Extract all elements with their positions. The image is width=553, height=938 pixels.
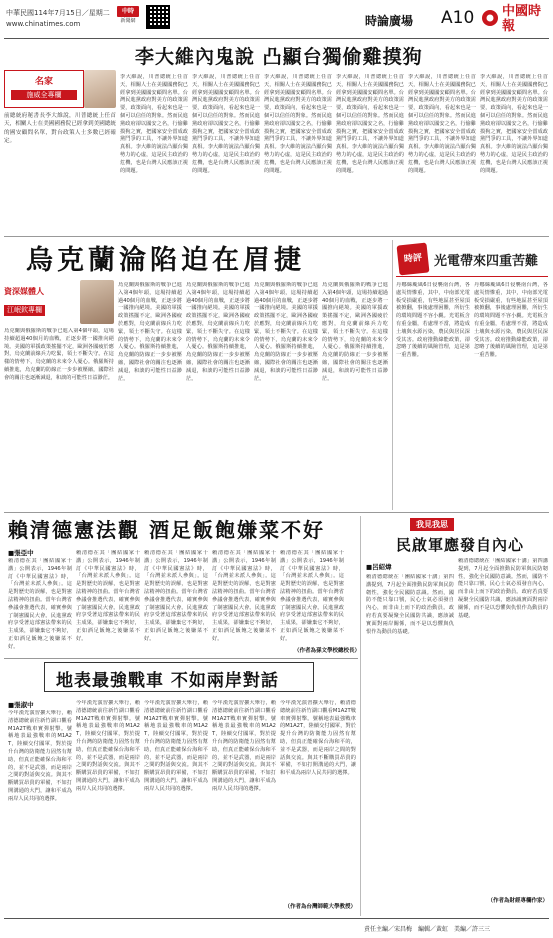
article2-body-col3: 烏克蘭與俄羅斯的戰爭已進入第4個年頭，這場持續超過40個月的血戰，正逐步將一國推向絕境。美國的軍援政策搖擺不定，歐洲各國疲於應對，烏克蘭前線兵力吃緊，領土不斷失守。在這樣的情勢下，烏克蘭的未來令人憂心。俄羅斯持續推進，烏克蘭的防線正一步步被壓縮，國際社會的關注也逐漸減退，和談的可能性日益渺茫。	[186, 282, 250, 382]
article4-body-col3: 今年漢光演習擴大舉行，賴清德總統前往新竹湖口觀看M1A2T戰車實彈射擊。號稱地表最強戰車的M1A2T，陸續交付國軍，對於提升台灣的防衛能力固然有幫助，但真正能確保台海和平的，並不是武器，而是兩岸之間的對話與交流。與其不斷購買昂貴的軍備，不如打開溝通的大門，讓和平成為兩岸人民共同的選擇。	[144, 700, 208, 792]
article3-headline[interactable]: 賴清德憲法觀 酒足飯飽嫌菜不好	[8, 518, 325, 542]
article3-byline: ■張亞中	[8, 549, 34, 557]
article2-body-col2: 烏克蘭與俄羅斯的戰爭已進入第4個年頭，這場持續超過40個月的血戰，正逐步將一國推向絕境。美國的軍援政策搖擺不定，歐洲各國疲於應對，烏克蘭前線兵力吃緊，領土不斷失守。在這樣的情勢下，烏克蘭的未來令人憂心。俄羅斯持續推進，烏克蘭的防線正一步步被壓縮，國際社會的關注也逐漸減退，和談的可能性日益渺茫。	[118, 282, 182, 382]
article2-body-col1: 烏克蘭與俄羅斯的戰爭已進入第4個年頭，這場持續超過40個月的血戰，正逐步將一國推向絕境。美國的軍援政策搖擺不定，歐洲各國疲於應對，烏克蘭前線兵力吃緊，領土不斷失守。在這樣的情勢下，烏克蘭的未來令人憂心。俄羅斯持續推進，烏克蘭的防線正一步步被壓縮，國際社會的關注也逐漸減退，和談的可能性日益渺茫。	[4, 328, 114, 381]
brand-logo	[117, 6, 139, 28]
shishi-rule	[396, 276, 548, 277]
article4-body-col4: 今年漢光演習擴大舉行，賴清德總統前往新竹湖口觀看M1A2T戰車實彈射擊。號稱地表最強戰車的M1A2T，陸續交付國軍，對於提升台灣的防衛能力固然有幫助，但真正能確保台海和平的，並不是武器，而是兩岸之間的對話與交流。與其不斷購買昂貴的軍備，不如打開溝通的大門，讓和平成為兩岸人民共同的選擇。	[212, 700, 276, 792]
author-photo	[84, 70, 116, 108]
shishi-body-col1: 丹娜絲颱風6日侵襲南台灣，各處災情慘重，其中，中南部光電板受損嚴重，有些地區甚至屋頂被掀翻，事後處理困難，所衍生的環境問題不容小覷。光電板含有重金屬，若處理不當，將造成土壤與水源污染，農民與居民深受其害。政府推動綠能政策，卻忽略了後續的風險管理，這是第一重苦難。	[396, 282, 470, 359]
article4-headline[interactable]: 地表最強戰車 不如兩岸對話	[56, 671, 279, 691]
footer-rule	[4, 918, 549, 919]
page-number: A10	[441, 8, 475, 28]
article2-column-tag: 資深媒體人	[4, 287, 44, 296]
divider-3	[4, 658, 358, 659]
woshuo-tag: 我見我思	[410, 518, 454, 531]
article1-body-col1: 李大維說，川普總統上任首天，相關人士在美國國務院已經拿到美國國安顧問名單。台灣民進黨政府對美方的政策需要，政策面向，看起來也是一個可以信任的對象。然而民進黨政府卻以國安之名，行偷雞摸狗之實，把國家安全當成政黨鬥爭的工具，不讓外界知道真相。李大維的說法凸顯台獨勢力的心虛，這是民主政治的危機，也是台灣人民應該正視的問題。	[120, 74, 188, 174]
brand-sub: 新聞網	[120, 18, 136, 24]
column-name: 施威全專欄	[11, 90, 77, 100]
brand-box: 中時	[117, 6, 139, 17]
article4-body-col2: 今年漢光演習擴大舉行，賴清德總統前往新竹湖口觀看M1A2T戰車實彈射擊。號稱地表最強戰車的M1A2T，陸續交付國軍，對於提升台灣的防衛能力固然有幫助，但真正能確保台海和平的，並不是武器，而是兩岸之間的對話與交流。與其不斷購買昂貴的軍備，不如打開溝通的大門，讓和平成為兩岸人民共同的選擇。	[76, 700, 140, 792]
woshuo-body-col1: 賴清德總統在「團結國家十講」第四講提到，7月起全面推動民防軍與民防韌性，強化全民國防意識。然而，國防不能只靠口號，民心士氣必須發自內心，而非由上而下的政治動員。政府若真要凝聚全民國防共識，應該誠實面對兩岸關係，而不是以恐懼與仇恨作為動員的基礎。	[366, 574, 454, 635]
site-url: www.chinatimes.com	[6, 20, 81, 28]
article2-author-photo	[80, 280, 114, 324]
divider-2	[4, 512, 549, 513]
woshuo-body-col2: 賴清德總統在「團結國家十講」第四講提到，7月起全面推動民防軍與民防韌性，強化全民國防意識。然而，國防不能只靠口號，民心士氣必須發自內心，而非由上而下的政治動員。政府若真要凝聚全民國防共識，應該誠實面對兩岸關係，而不是以恐懼與仇恨作為動員的基礎。	[458, 558, 548, 619]
shishi-badge	[397, 243, 430, 276]
article4-byline: ■張淑中	[8, 701, 34, 709]
article1-column-box	[4, 70, 84, 108]
article1-body-col3: 李大維說，川普總統上任首天，相關人士在美國國務院已經拿到美國國安顧問名單。台灣民進黨政府對美方的政策需要，政策面向，看起來也是一個可以信任的對象。然而民進黨政府卻以國安之名，行偷雞摸狗之實，把國家安全當成政黨鬥爭的工具，不讓外界知道真相。李大維的說法凸顯台獨勢力的心虛，這是民主政治的危機，也是台灣人民應該正視的問題。	[264, 74, 332, 174]
article2-author: 江岷欽專欄	[4, 305, 45, 316]
article3-body-col1: 賴清德在其「團結國家十講」公開表示，1946年制訂《中華民國憲法》時，「台灣並未派人參與」。這是對歷史的誤解，也是對憲法精神的扭曲。當年台灣省參議會推選代表，確實參與了制憲國民大會。民進黨政府享受著這部憲法帶來的民主成果，卻嫌棄它不夠好，正如酒足飯飽之後嫌菜不好。	[8, 558, 72, 650]
logo-emblem-icon	[480, 8, 500, 28]
article1-body-col4: 李大維說，川普總統上任首天，相關人士在美國國務院已經拿到美國國安顧問名單。台灣民進黨政府對美方的政策需要，政策面向，看起來也是一個可以信任的對象。然而民進黨政府卻以國安之名，行偷雞摸狗之實，把國家安全當成政黨鬥爭的工具，不讓外界知道真相。李大維的說法凸顯台獨勢力的心虛，這是民主政治的危機，也是台灣人民應該正視的問題。	[336, 74, 404, 174]
article4-body-col5: 今年漢光演習擴大舉行，賴清德總統前往新竹湖口觀看M1A2T戰車實彈射擊。號稱地表最強戰車的M1A2T，陸續交付國軍，對於提升台灣的防衛能力固然有幫助，但真正能確保台海和平的，並不是武器，而是兩岸之間的對話與交流。與其不斷購買昂貴的軍備，不如打開溝通的大門，讓和平成為兩岸人民共同的選擇。	[280, 700, 356, 777]
footer-editor-credit: 責任主編／宋昌梅 編輯／黃虹 美編／許三三	[364, 926, 491, 933]
article4-body-col1: 今年漢光演習擴大舉行，賴清德總統前往新竹湖口觀看M1A2T戰車實彈射擊。號稱地表最強戰車的M1A2T，陸續交付國軍，對於提升台灣的防衛能力固然有幫助，但真正能確保台海和平的，並不是武器，而是兩岸之間的對話與交流。與其不斷購買昂貴的軍備，不如打開溝通的大門，讓和平成為兩岸人民共同的選擇。	[8, 710, 72, 802]
article1-body-col5: 李大維說，川普總統上任首天，相關人士在美國國務院已經拿到美國國安顧問名單。台灣民進黨政府對美方的政策需要，政策面向，看起來也是一個可以信任的對象。然而民進黨政府卻以國安之名，行偷雞摸狗之實，把國家安全當成政黨鬥爭的工具，不讓外界知道真相。李大維的說法凸顯台獨勢力的心虛，這是民主政治的危機，也是台灣人民應該正視的問題。	[408, 74, 476, 174]
qr-code-icon[interactable]	[146, 5, 170, 29]
divider-vertical-1	[392, 240, 393, 510]
article1-body-col2: 李大維說，川普總統上任首天，相關人士在美國國務院已經拿到美國國安顧問名單。台灣民進黨政府對美方的政策需要，政策面向，看起來也是一個可以信任的對象。然而民進黨政府卻以國安之名，行偷雞摸狗之實，把國家安全當成政黨鬥爭的工具，不讓外界知道真相。李大維的說法凸顯台獨勢力的心虛，這是民主政治的危機，也是台灣人民應該正視的問題。	[192, 74, 260, 174]
article1-headline[interactable]: 李大維內鬼說 凸顯台獨偷雞摸狗	[135, 46, 423, 68]
woshuo-credit: （作者為財經專欄作家）	[487, 898, 548, 904]
header-rule	[4, 38, 549, 39]
masthead	[0, 0, 553, 40]
article3-body-col2: 賴清德在其「團結國家十講」公開表示，1946年制訂《中華民國憲法》時，「台灣並未派人參與」。這是對歷史的誤解，也是對憲法精神的扭曲。當年台灣省參議會推選代表，確實參與了制憲國民大會。民進黨政府享受著這部憲法帶來的民主成果，卻嫌棄它不夠好，正如酒足飯飽之後嫌菜不好。	[76, 550, 140, 642]
article3-body-col5: 賴清德在其「團結國家十講」公開表示，1946年制訂《中華民國憲法》時，「台灣並未派人參與」。這是對歷史的誤解，也是對憲法精神的扭曲。當年台灣省參議會推選代表，確實參與了制憲國民大會。民進黨政府享受著這部憲法帶來的民主成果，卻嫌棄它不夠好，正如酒足飯飽之後嫌菜不好。	[280, 550, 344, 642]
woshuo-byline: ■呂紹煒	[366, 563, 392, 571]
article3-credit: （作者為孫文學校總校長）	[293, 648, 360, 654]
article2-body-col4: 烏克蘭與俄羅斯的戰爭已進入第4個年頭，這場持續超過40個月的血戰，正逐步將一國推向絕境。美國的軍援政策搖擺不定，歐洲各國疲於應對，烏克蘭前線兵力吃緊，領土不斷失守。在這樣的情勢下，烏克蘭的未來令人憂心。俄羅斯持續推進，烏克蘭的防線正一步步被壓縮，國際社會的關注也逐漸減退，和談的可能性日益渺茫。	[254, 282, 318, 382]
article1-lead: 前總統府秘書長李大維說，川普總統上任首天，相關人士在美國國務院已經拿到美國總統的國安顧問名單，對台政策人士多數已經確定。	[4, 113, 116, 145]
article2-body-col5: 烏克蘭與俄羅斯的戰爭已進入第4個年頭，這場持續超過40個月的血戰，正逐步將一國推向絕境。美國的軍援政策搖擺不定，歐洲各國疲於應對，烏克蘭前線兵力吃緊，領土不斷失守。在這樣的情勢下，烏克蘭的未來令人憂心。俄羅斯持續推進，烏克蘭的防線正一步步被壓縮，國際社會的關注也逐漸減退，和談的可能性日益渺茫。	[322, 282, 388, 382]
logo-text: 中國時報	[502, 4, 542, 34]
shishi-body-col2: 丹娜絲颱風6日侵襲南台灣，各處災情慘重，其中，中南部光電板受損嚴重，有些地區甚至屋頂被掀翻，事後處理困難，所衍生的環境問題不容小覷。光電板含有重金屬，若處理不當，將造成土壤與水源污染，農民與居民深受其害。政府推動綠能政策，卻忽略了後續的風險管理，這是第一重苦難。	[474, 282, 548, 359]
publication-date: 中華民國114年7月15日／星期二	[6, 9, 110, 17]
china-times-logo	[476, 2, 548, 36]
article2-headline[interactable]: 烏克蘭淪陷迫在眉捷	[26, 245, 305, 276]
article1-body-col6: 李大維說，川普總統上任首天，相關人士在美國國務院已經拿到美國國安顧問名單。台灣民進黨政府對美方的政策需要，政策面向，看起來也是一個可以信任的對象。然而民進黨政府卻以國安之名，行偷雞摸狗之實，把國家安全當成政黨鬥爭的工具，不讓外界知道真相。李大維的說法凸顯台獨勢力的心虛，這是民主政治的危機，也是台灣人民應該正視的問題。	[480, 74, 548, 174]
article3-body-col3: 賴清德在其「團結國家十講」公開表示，1946年制訂《中華民國憲法》時，「台灣並未派人參與」。這是對歷史的誤解，也是對憲法精神的扭曲。當年台灣省參議會推選代表，確實參與了制憲國民大會。民進黨政府享受著這部憲法帶來的民主成果，卻嫌棄它不夠好，正如酒足飯飽之後嫌菜不好。	[144, 550, 208, 642]
section-name: 時論廣場	[365, 14, 414, 28]
article4-credit: （作者為台灣師範大學教授）	[284, 904, 356, 910]
shishi-badge-text: 時評	[403, 253, 423, 265]
divider-vertical-2	[360, 516, 361, 916]
woshuo-headline[interactable]: 民啟軍應發自內心	[396, 536, 525, 554]
divider-1	[4, 236, 549, 237]
shishi-headline[interactable]: 光電帶來四重苦難	[434, 254, 539, 269]
column-tag: 名家	[34, 77, 53, 87]
article2-column-box	[4, 282, 79, 322]
article3-body-col4: 賴清德在其「團結國家十講」公開表示，1946年制訂《中華民國憲法》時，「台灣並未派人參與」。這是對歷史的誤解，也是對憲法精神的扭曲。當年台灣省參議會推選代表，確實參與了制憲國民大會。民進黨政府享受著這部憲法帶來的民主成果，卻嫌棄它不夠好，正如酒足飯飽之後嫌菜不好。	[212, 550, 276, 642]
